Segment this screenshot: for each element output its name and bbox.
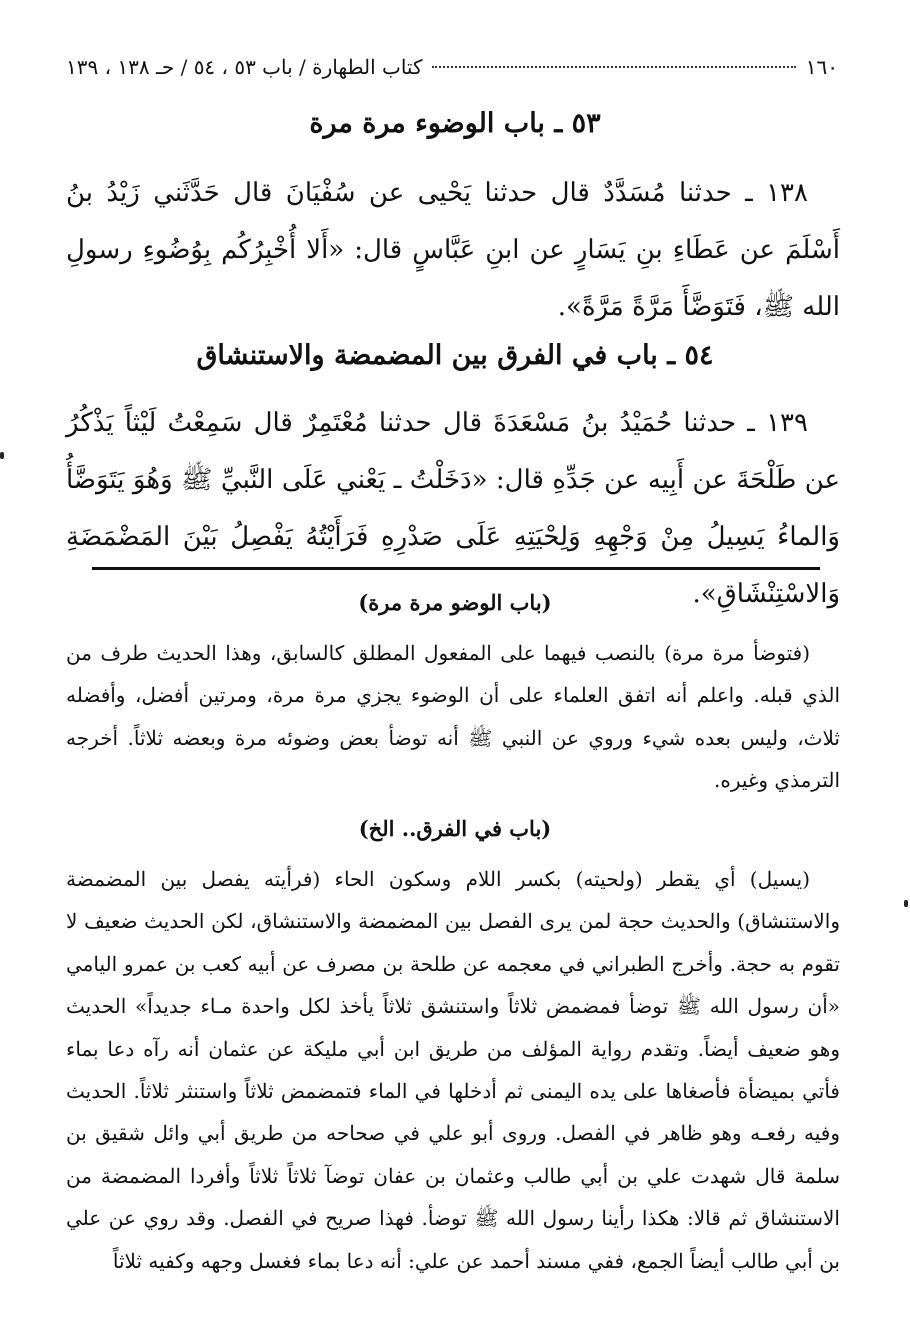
- commentary-paragraph-2: (يسيل) أي يقطر (ولحيته) بكسر اللام وسكون الحاء (فرأيته يفصل بين المضمضة والاستنشاق) والحديث حجة لمن يرى الفصل بين المضمضة والاستنشاق، لكن الحديث ضعيف لا تقوم به حجة. وأخرج الطبراني في معجمه عن طلحة بن مصرف عن أبيه كعب بن عمرو اليامي «أن رسول الله ﷺ توضأ فمضمض ثلاثاً واستنشق ثلاثاً يأخذ لكل واحدة مـاء جديداً» الحديث وهو ضعيف أيضاً. وتقدم رواية المؤلف من طريق ابن أبي مليكة عن عثمان أنه رآه دعا بماء فأتي بميضأة فأصغاها على يده اليمنى ثم أدخلها في الماء فتمضمض ثلاثاً واستنثر ثلاثاً. الحديث وفيه رفعـه وهو ظاهر في الفصل. وروى أبو علي في صحاحه من طريق أبي وائل شقيق بن سلمة قال شهدت علي بن أبي طالب وعثمان بن عفان توضآ ثلاثاً ثلاثاً وأفردا المضمضة من الاستنشاق ثم قالا: هكذا رأينا رسول الله ﷺ توضأ. فهذا صريح في الفصل. وقد روي عن علي بن أبي طالب أيضاً الجمع، ففي مسند أحمد عن علي: أنه دعا بماء فغسل وجهه وكفيه ثلاثاً: [66, 867, 840, 1273]
- chapter-53-title: ٥٣ ـ باب الوضوء مرة مرة: [309, 108, 601, 139]
- running-title: كتاب الطهارة / باب ٥٣ ، ٥٤ / حـ ١٣٨ ، ١٣٩: [66, 55, 423, 79]
- commentary-heading-2: (باب في الفرق.. الخ): [358, 816, 552, 841]
- margin-mark: [0, 452, 4, 459]
- dotted-leader: [432, 66, 795, 68]
- chapter-54-title: ٥٤ ـ باب في الفرق بين المضمضة والاستنشاق: [196, 340, 714, 371]
- page-number: ١٦٠: [805, 55, 838, 79]
- running-header: [66, 50, 838, 84]
- hadith-139-text: ١٣٩ ـ حدثنا حُمَيْدُ بنُ مَسْعَدَةَ قال حدثنا مُعْتَمِرٌ قال سَمِعْتُ لَيْثاً يَذْكُرُ عن طَلْحَةَ عن أَبِيه عن جَدِّهِ قال: «دَخَلْتُ ـ يَعْني عَلَى النَّبيِّ ﷺ وَهُوَ يَتَوَضَّأُ وَالماءُ يَسِيلُ مِنْ وَجْهِهِ وَلِحْيَتِهِ عَلَى صَدْرِهِ فَرَأَيْتُهُ يَفْصِلُ بَيْنَ المَضْمَضَةِ وَالاسْتِنْشَاقِ».: [66, 408, 840, 609]
- commentary-paragraph-1: (فتوضأ مرة مرة) بالنصب فيهما على المفعول المطلق كالسابق، وهذا الحديث طرف من الذي قبله. واعلم أنه اتفق العلماء على أن الوضوء يجزي مرة مرة، ومرتين أفضل، وأفضله ثلاث، وليس بعده شيء وروي عن النبي ﷺ أنه توضأ بعض وضوئه مرة وبعضه ثلاثاً. أخرجه الترمذي وغيره.: [66, 641, 840, 793]
- footnote-separator: [92, 567, 820, 570]
- margin-mark: [904, 900, 908, 907]
- commentary-heading-1: (باب الوضو مرة مرة): [358, 590, 552, 615]
- hadith-138-text: ١٣٨ ـ حدثنا مُسَدَّدٌ قال حدثنا يَحْيى عن سُفْيَانَ قال حَدَّثَني زَيْدُ بنُ أَسْلَمَ عن عَطَاءِ بنِ يَسَارٍ عن ابنِ عَبَّاسٍ قال: «أَلا أُخْبِرُكُم بِوُضُوءِ رسولِ الله ﷺ، فَتَوَضَّأَ مَرَّةً مَرَّةً».: [66, 178, 840, 322]
